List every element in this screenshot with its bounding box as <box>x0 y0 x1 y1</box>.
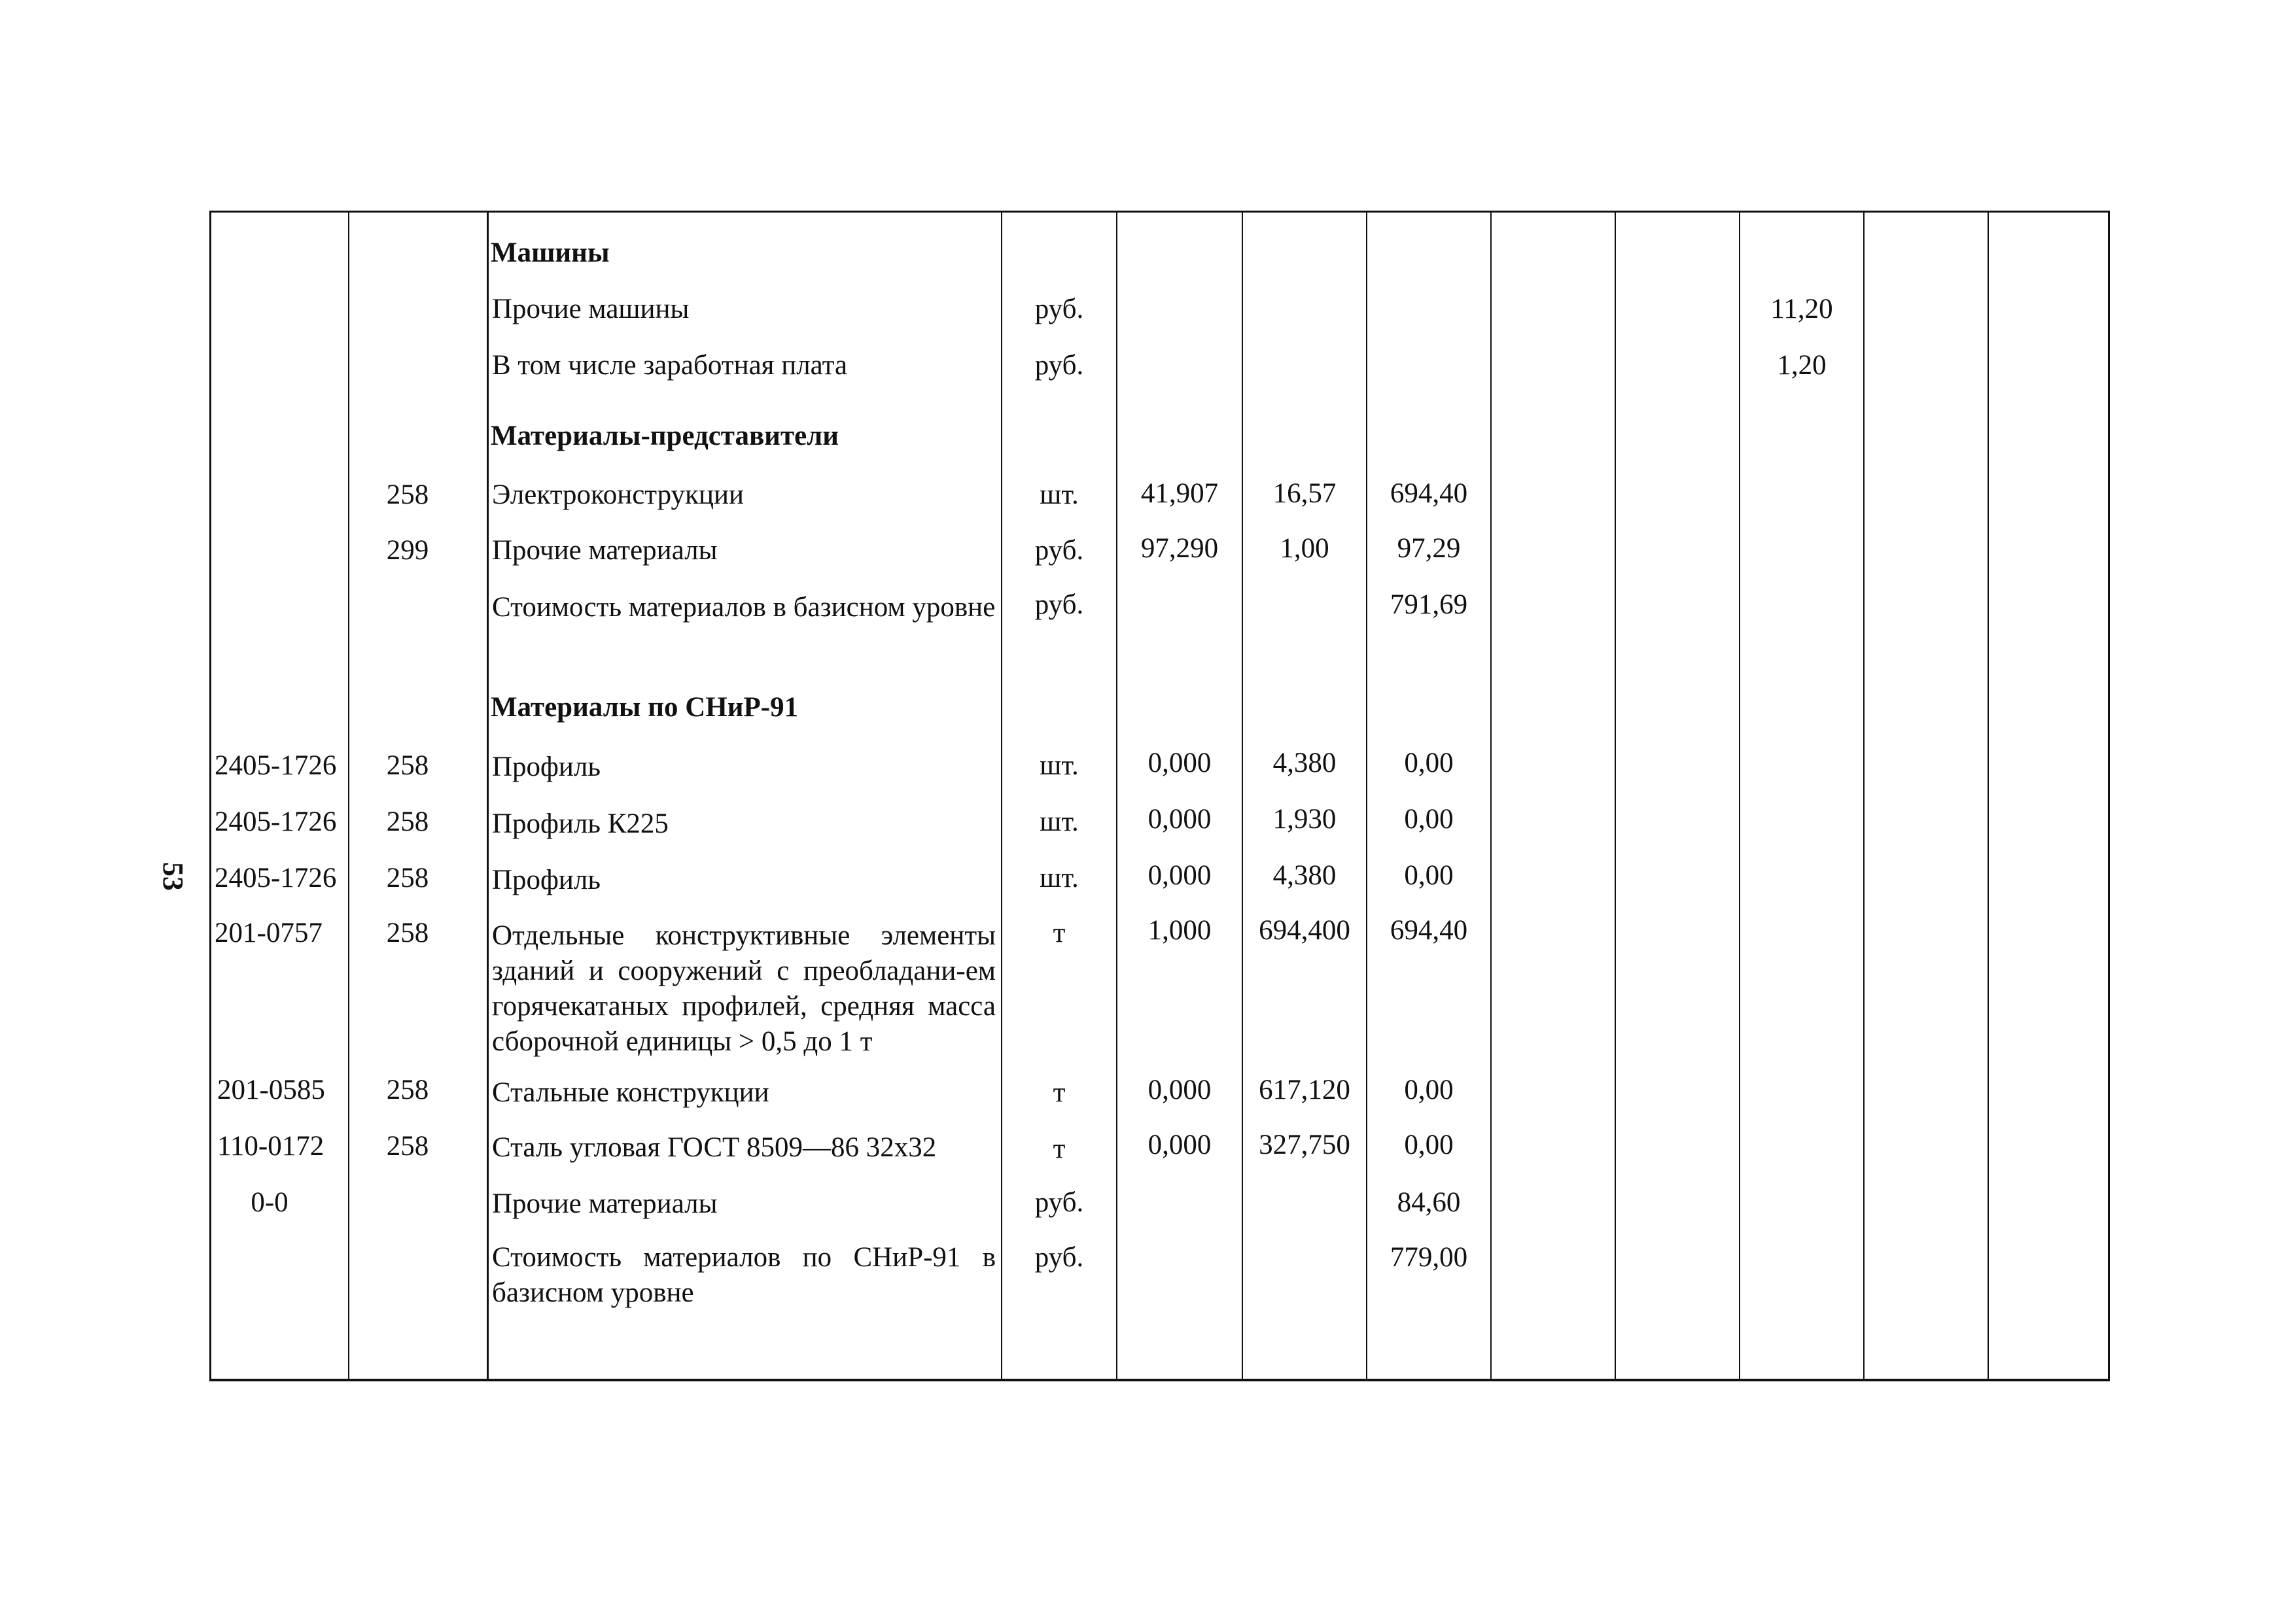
column-divider <box>2108 211 2110 1381</box>
item-price: 4,380 <box>1272 860 1337 891</box>
item-total: 694,40 <box>1390 478 1468 509</box>
section-heading: Материалы-представители <box>491 421 839 451</box>
item-number: 258 <box>386 806 429 837</box>
item-number: 258 <box>386 918 429 948</box>
item-name: Стоимость материалов в базисном уровне <box>492 592 996 623</box>
item-price: 1,00 <box>1280 533 1329 564</box>
item-price: 327,750 <box>1259 1130 1350 1160</box>
item-name: Стоимость материалов по СНиР-91 в базисном уровне <box>492 1242 996 1308</box>
item-unit: т <box>1053 1133 1066 1164</box>
item-quantity: 0,000 <box>1148 1075 1212 1105</box>
item-name: Отдельные конструктивные элементы зданий и сооружений с преобладани-ем горячекатаных профилей, средняя масса сборочной единицы > 0,5 до 1 т <box>492 920 996 1057</box>
page-number: 53 <box>157 862 189 891</box>
item-name: Стальные конструкции <box>492 1077 769 1108</box>
item-total: 0,00 <box>1404 804 1454 835</box>
item-value: 1,20 <box>1777 350 1827 381</box>
item-unit: шт. <box>1040 750 1079 781</box>
item-number: 258 <box>386 479 429 510</box>
item-name: Профиль К225 <box>492 808 669 839</box>
item-unit: шт. <box>1040 863 1079 893</box>
item-code: 2405-1726 <box>215 750 337 781</box>
item-unit: руб. <box>1034 350 1084 381</box>
column-divider <box>1242 211 1243 1381</box>
section-heading: Машины <box>491 237 610 268</box>
item-name: Профиль <box>492 752 601 782</box>
item-quantity: 0,000 <box>1148 748 1212 778</box>
column-divider <box>1863 211 1865 1381</box>
item-quantity: 0,000 <box>1148 860 1212 891</box>
item-total: 0,00 <box>1404 748 1454 778</box>
column-divider <box>1490 211 1492 1381</box>
item-quantity: 41,907 <box>1140 478 1219 509</box>
column-divider <box>1988 211 1989 1381</box>
item-total: 97,29 <box>1397 533 1461 564</box>
item-total: 0,00 <box>1404 1130 1454 1160</box>
column-divider <box>348 211 349 1381</box>
item-unit: т <box>1053 918 1066 948</box>
item-unit: руб. <box>1034 535 1084 566</box>
item-code: 2405-1726 <box>215 863 337 893</box>
item-price: 1,930 <box>1272 804 1337 835</box>
item-total: 0,00 <box>1404 1075 1454 1105</box>
item-unit: руб. <box>1034 1242 1084 1273</box>
item-price: 617,120 <box>1259 1075 1350 1105</box>
item-name: Профиль <box>492 865 601 895</box>
item-unit: руб. <box>1034 1187 1084 1218</box>
item-quantity: 0,000 <box>1148 1130 1212 1160</box>
item-price: 4,380 <box>1272 748 1337 778</box>
item-number: 258 <box>386 1131 429 1162</box>
item-name: Прочие материалы <box>492 1188 718 1219</box>
item-quantity: 0,000 <box>1148 804 1212 835</box>
item-total: 84,60 <box>1397 1187 1461 1218</box>
item-total: 779,00 <box>1390 1242 1468 1273</box>
item-number: 299 <box>386 535 429 566</box>
item-number: 258 <box>386 1075 429 1105</box>
item-name: Прочие материалы <box>492 535 718 566</box>
table-bottom-border <box>209 1379 2110 1381</box>
item-name: Сталь угловая ГОСТ 8509—86 32х32 <box>492 1132 937 1163</box>
item-code: 201-0757 <box>215 918 323 948</box>
column-divider <box>487 211 489 1381</box>
item-price: 16,57 <box>1272 478 1337 509</box>
item-value: 11,20 <box>1770 294 1833 324</box>
item-total: 791,69 <box>1390 589 1468 620</box>
item-unit: руб. <box>1034 589 1084 620</box>
item-code: 0-0 <box>251 1187 289 1218</box>
column-divider <box>1615 211 1616 1381</box>
item-unit: т <box>1053 1077 1066 1108</box>
item-quantity: 97,290 <box>1140 533 1219 564</box>
item-unit: руб. <box>1034 294 1084 324</box>
item-total: 694,40 <box>1390 915 1468 946</box>
item-price: 694,400 <box>1259 915 1350 946</box>
item-quantity: 1,000 <box>1148 915 1212 946</box>
column-divider <box>1739 211 1740 1381</box>
item-code: 201-0585 <box>217 1075 325 1105</box>
column-divider <box>1116 211 1117 1381</box>
item-number: 258 <box>386 750 429 781</box>
item-code: 2405-1726 <box>215 806 337 837</box>
item-name: Прочие машины <box>492 294 690 324</box>
item-unit: шт. <box>1040 479 1079 510</box>
section-heading: Материалы по СНиР-91 <box>491 692 799 723</box>
item-name: В том числе заработная плата <box>492 350 848 381</box>
item-name: Электроконструкции <box>492 479 744 510</box>
item-code: 110-0172 <box>217 1131 324 1162</box>
item-number: 258 <box>386 863 429 893</box>
item-total: 0,00 <box>1404 860 1454 891</box>
item-unit: шт. <box>1040 806 1079 837</box>
table-top-border <box>209 211 2110 213</box>
